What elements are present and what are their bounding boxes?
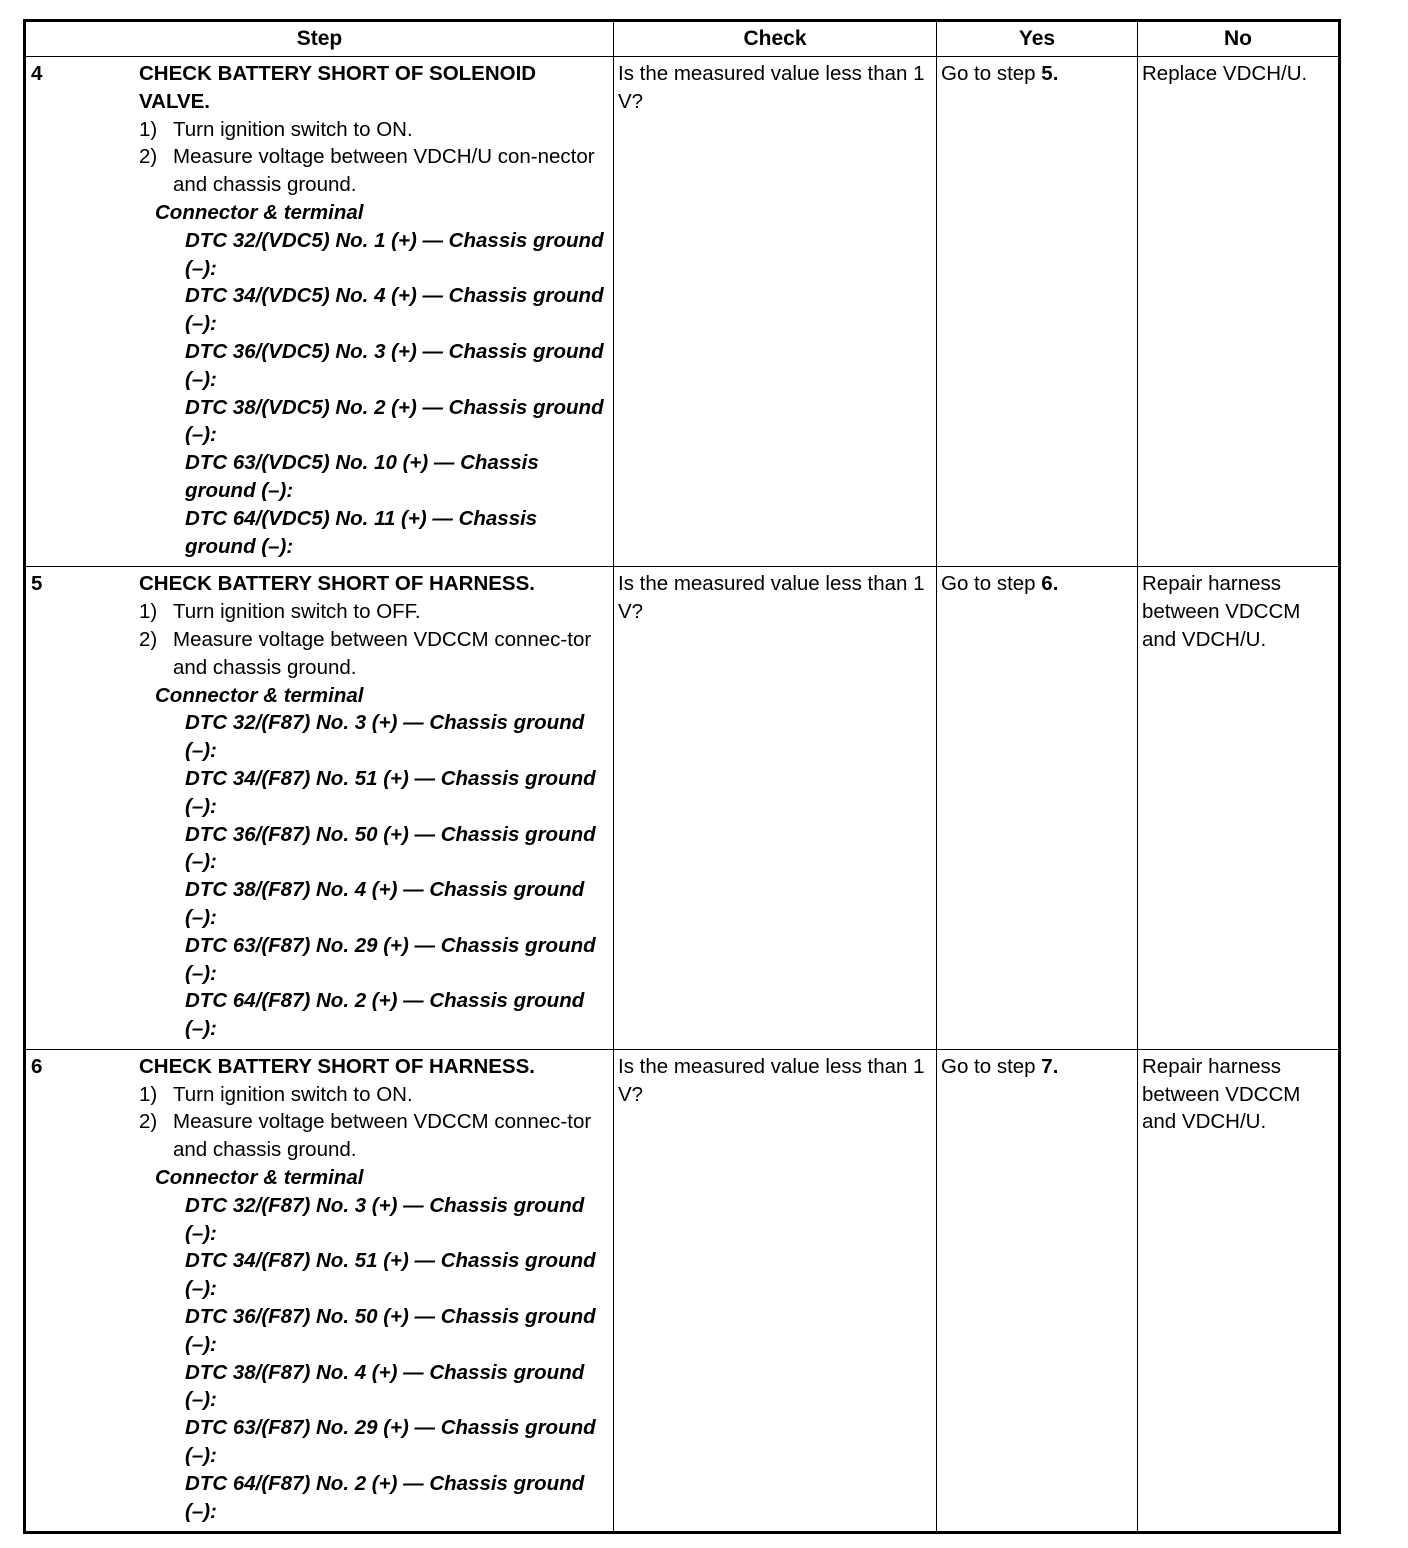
instruction-text: Turn ignition switch to OFF.: [173, 600, 421, 624]
check-cell: Is the measured value less than 1 V?: [614, 567, 937, 1050]
connector-spec: DTC 36/(VDC5) No. 3 (+) — Chassis ground (–):: [185, 339, 604, 391]
step-title: CHECK BATTERY SHORT OF SOLENOID VALVE.: [139, 62, 537, 113]
step-title: CHECK BATTERY SHORT OF HARNESS.: [139, 572, 535, 596]
instruction: [139, 1108, 609, 1164]
header-step: Step: [25, 21, 614, 57]
step-body: [139, 570, 609, 1043]
header-check: Check: [614, 21, 937, 57]
yes-cell: [937, 567, 1138, 1050]
table-row: [25, 1049, 1340, 1533]
yes-cell: [937, 57, 1138, 567]
diagnosis-table: [23, 19, 1341, 1534]
instruction-text: Measure voltage between VDCCM connec-tor and chassis ground.: [173, 627, 592, 679]
header-row: [25, 21, 1340, 57]
instruction: [139, 143, 609, 199]
step-body: [139, 60, 609, 560]
no-cell: Repair harness between VDCCM and VDCH/U.: [1138, 567, 1340, 1050]
connector-spec: DTC 34/(F87) No. 51 (+) — Chassis ground (–):: [185, 766, 596, 818]
table-row: [25, 57, 1340, 567]
connector-spec: DTC 34/(VDC5) No. 4 (+) — Chassis ground (–):: [185, 284, 604, 336]
step-cell: [25, 567, 614, 1050]
table-row: [25, 567, 1340, 1050]
step-cell: [25, 1049, 614, 1533]
step-cell: [25, 57, 614, 567]
connector-heading: Connector & terminal: [155, 1166, 364, 1190]
yes-prefix: Go to step: [941, 1054, 1036, 1078]
step-number: 5: [31, 572, 43, 596]
instruction-text: Turn ignition switch to ON.: [173, 117, 413, 141]
instruction-number: 2): [139, 145, 158, 169]
connector-spec: DTC 32/(VDC5) No. 1 (+) — Chassis ground (–):: [185, 228, 604, 280]
instruction-number: 1): [139, 117, 158, 141]
connector-spec: DTC 32/(F87) No. 3 (+) — Chassis ground (–):: [185, 711, 585, 763]
check-cell: Is the measured value less than 1 V?: [614, 57, 937, 567]
instruction: [139, 116, 609, 144]
connector-spec: DTC 63/(F87) No. 29 (+) — Chassis ground (–):: [185, 1416, 596, 1468]
yes-step-number: 6.: [1041, 572, 1059, 596]
header-no: No: [1138, 21, 1340, 57]
connector-spec: DTC 36/(F87) No. 50 (+) — Chassis ground (–):: [185, 822, 596, 874]
instruction-text: Measure voltage between VDCCM connec-tor and chassis ground.: [173, 1110, 592, 1162]
connector-spec: DTC 64/(F87) No. 2 (+) — Chassis ground (–):: [185, 989, 585, 1041]
no-cell: Repair harness between VDCCM and VDCH/U.: [1138, 1049, 1340, 1533]
instruction: [139, 598, 609, 626]
yes-prefix: Go to step: [941, 62, 1036, 85]
instruction: [139, 1081, 609, 1109]
step-body: [139, 1053, 609, 1526]
connector-spec: DTC 34/(F87) No. 51 (+) — Chassis ground (–):: [185, 1249, 596, 1301]
step-title: CHECK BATTERY SHORT OF HARNESS.: [139, 1054, 535, 1078]
instruction-text: Turn ignition switch to ON.: [173, 1082, 413, 1106]
step-number: 6: [31, 1054, 43, 1078]
connector-spec: DTC 36/(F87) No. 50 (+) — Chassis ground (–):: [185, 1305, 596, 1356]
connector-heading: Connector & terminal: [155, 200, 364, 224]
connector-spec: DTC 64/(F87) No. 2 (+) — Chassis ground (–):: [185, 1471, 585, 1523]
instruction: [139, 626, 609, 682]
connector-spec: DTC 38/(VDC5) No. 2 (+) — Chassis ground (–):: [185, 395, 604, 447]
connector-spec: DTC 32/(F87) No. 3 (+) — Chassis ground (–):: [185, 1193, 585, 1245]
yes-cell: [937, 1049, 1138, 1533]
instruction-number: 1): [139, 1082, 158, 1106]
instruction-number: 2): [139, 1110, 158, 1134]
check-cell: Is the measured value less than 1 V?: [614, 1049, 937, 1533]
connector-spec: DTC 63/(F87) No. 29 (+) — Chassis ground (–):: [185, 933, 596, 985]
yes-prefix: Go to step: [941, 572, 1036, 596]
instruction-number: 2): [139, 627, 158, 651]
connector-spec: DTC 63/(VDC5) No. 10 (+) — Chassis ground (–):: [185, 451, 539, 502]
yes-step-number: 7.: [1041, 1054, 1059, 1078]
yes-step-number: 5.: [1041, 62, 1059, 85]
instruction-text: Measure voltage between VDCH/U con-nector and chassis ground.: [173, 145, 595, 197]
step-number: 4: [31, 62, 43, 85]
connector-spec: DTC 38/(F87) No. 4 (+) — Chassis ground (–):: [185, 878, 585, 929]
connector-heading: Connector & terminal: [155, 683, 364, 707]
header-yes: Yes: [937, 21, 1138, 57]
instruction-number: 1): [139, 600, 158, 624]
connector-spec: DTC 64/(VDC5) No. 11 (+) — Chassis ground (–):: [185, 506, 538, 558]
connector-spec: DTC 38/(F87) No. 4 (+) — Chassis ground (–):: [185, 1360, 585, 1412]
no-cell: Replace VDCH/U.: [1138, 57, 1340, 567]
